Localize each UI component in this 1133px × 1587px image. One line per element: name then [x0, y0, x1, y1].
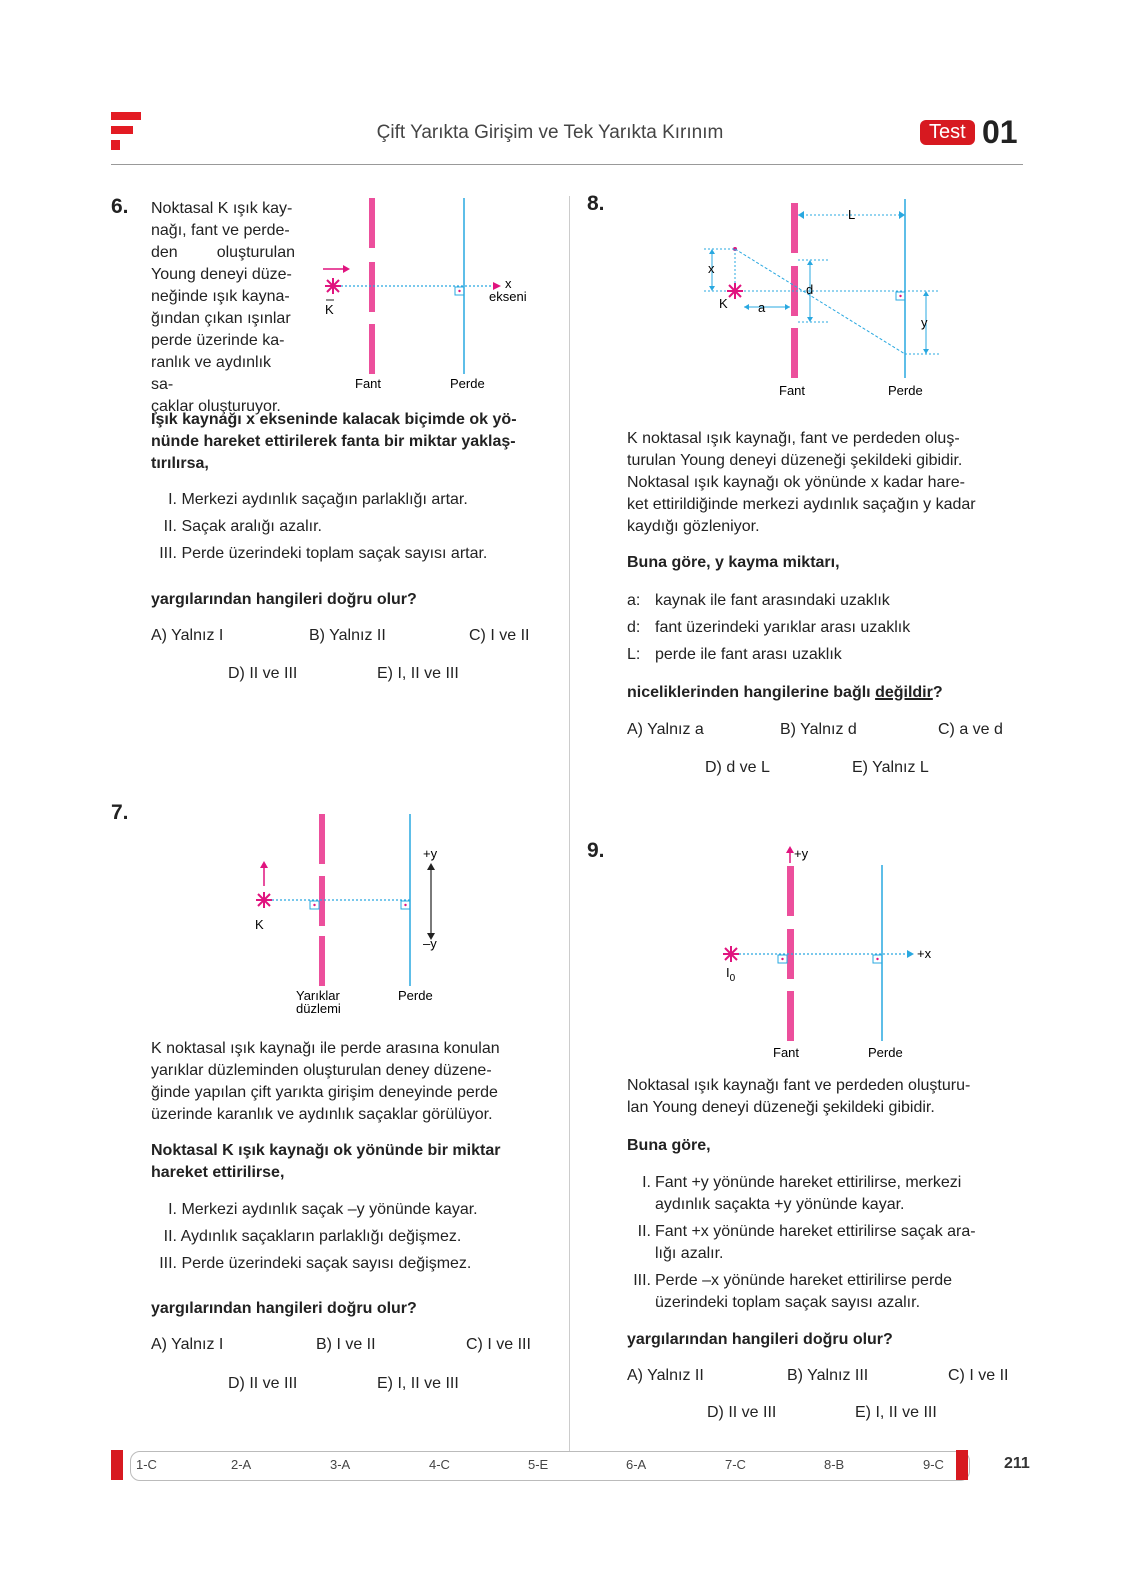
q7-number: 7. — [111, 801, 129, 824]
q9-option-b[interactable]: B) Yalnız III — [787, 1367, 869, 1384]
negation-word: değildir — [875, 684, 933, 701]
light-source-icon — [325, 278, 341, 294]
answer-1: 1-C — [136, 1457, 157, 1472]
q8-stem: Buna göre, y kayma miktarı, — [627, 554, 840, 571]
q8-figure — [700, 194, 960, 404]
answer-2: 2-A — [231, 1457, 252, 1472]
q9-figure — [715, 838, 965, 1063]
q7-intro: K noktasal ışık kaynağı ile perde arasına konulan yarıklar düzleminden oluşturulan deney düzene- ğinde yapılan çift yarıkta girişim deneyinde perde üzerinde karanlık ve aydınlık saçaklar görülüyor. — [151, 1040, 500, 1123]
svg-text:Fant: Fant — [779, 383, 806, 398]
q7-items: I. Merkezi aydınlık saçak –y yönünde kayar. II. Aydınlık saçakların parlaklığı değişmez. III. Perde üzerindeki saçak sayısı değişmez. — [159, 1201, 478, 1272]
q8-defs: a: kaynak ile fant arasındaki uzaklık d: fant üzerindeki yarıklar arası uzaklık L: perde ile fant arası uzaklık — [627, 592, 911, 663]
header-divider — [111, 164, 1023, 165]
footer-left-marker — [111, 1450, 123, 1480]
slit-bottom — [787, 991, 794, 1041]
light-source-icon — [727, 283, 743, 299]
fant-label: Fant — [355, 376, 382, 391]
answer-5: 5-E — [528, 1457, 549, 1472]
publisher-logo — [111, 112, 141, 152]
page-title: Çift Yarıkta Girişim ve Tek Yarıkta Kırınım — [376, 122, 724, 143]
light-source-icon — [256, 892, 272, 908]
svg-text:–y: –y — [423, 936, 437, 951]
svg-text:+x: +x — [917, 946, 932, 961]
q9-option-d[interactable]: D) II ve III — [707, 1404, 777, 1421]
q6-option-c[interactable]: C) I ve II — [469, 627, 530, 644]
q6-intro: Noktasal K ışık kay- nağı, fant ve perde- den oluşturulan Young deneyi düze- neğinde ışık kayna- ğından çıkan ışınlar perde üzerinde ka- ranlık ve aydınlık sa- çaklar oluşturuyor. — [151, 200, 295, 415]
svg-text:Perde: Perde — [398, 988, 433, 1003]
slit-middle — [319, 876, 325, 926]
svg-text:+y: +y — [794, 846, 809, 861]
slit-bottom — [791, 328, 798, 378]
q9-stem: Buna göre, — [627, 1137, 711, 1154]
axis-label: ekseni — [489, 289, 527, 304]
svg-text:y: y — [921, 315, 928, 330]
svg-text:+y: +y — [423, 846, 438, 861]
q7-option-e[interactable]: E) I, II ve III — [377, 1375, 459, 1392]
x-label: x — [505, 276, 512, 291]
q8-question: niceliklerinden hangilerine bağlı değildir? — [627, 684, 943, 701]
svg-text:x: x — [708, 261, 715, 276]
test-badge: Test — [920, 120, 975, 145]
svg-text:Yarıklar: Yarıklar — [296, 988, 340, 1003]
footer-right-marker — [956, 1450, 968, 1480]
answer-7: 7-C — [725, 1457, 746, 1472]
q6-option-d[interactable]: D) II ve III — [228, 665, 298, 682]
svg-text:düzlemi: düzlemi — [296, 1001, 341, 1016]
slit-top — [319, 814, 325, 864]
answer-9: 9-C — [923, 1457, 944, 1472]
perde-label: Perde — [450, 376, 485, 391]
q8-option-e[interactable]: E) Yalnız L — [852, 759, 929, 776]
q8-option-d[interactable]: D) d ve L — [705, 759, 770, 776]
q7-option-d[interactable]: D) II ve III — [228, 1375, 298, 1392]
column-divider — [569, 196, 570, 1451]
slit-top — [787, 866, 794, 916]
q6-option-e[interactable]: E) I, II ve III — [377, 665, 459, 682]
q6-option-b[interactable]: B) Yalnız II — [309, 627, 386, 644]
slit-top — [369, 198, 375, 248]
q6-number: 6. — [111, 195, 129, 218]
answer-6: 6-A — [626, 1457, 647, 1472]
source-label: K — [255, 917, 264, 932]
q9-option-a[interactable]: A) Yalnız II — [627, 1367, 704, 1384]
slit-middle — [369, 262, 375, 312]
q7-question: yargılarından hangileri doğru olur? — [151, 1300, 417, 1317]
source-label: K — [325, 302, 334, 317]
q7-figure — [240, 808, 470, 1023]
q7-stem: Noktasal K ışık kaynağı ok yönünde bir miktar hareket ettirilirse, — [151, 1142, 501, 1181]
slit-bottom — [319, 936, 325, 986]
q6-question: yargılarından hangileri doğru olur? — [151, 591, 417, 608]
slit-top — [791, 203, 798, 253]
q9-option-e[interactable]: E) I, II ve III — [855, 1404, 937, 1421]
q8-intro: K noktasal ışık kaynağı, fant ve perdeden oluş- turulan Young deneyi düzeneği şekildeki gibidir. Noktasal ışık kaynağı ok yönünde x kadar hare- ket ettirildiğinde merkezi aydınlık saçağın y kadar kaydığı gözleniyor. — [627, 430, 976, 535]
svg-text:K: K — [719, 296, 728, 311]
q9-option-c[interactable]: C) I ve II — [948, 1367, 1009, 1384]
q6-option-a[interactable]: A) Yalnız I — [151, 627, 224, 644]
q6-stem: Işık kaynağı x ekseninde kalacak biçimde ok yö- nünde hareket ettirilerek fanta bir miktar yaklaş- tırılırsa, — [151, 411, 517, 472]
q7-option-a[interactable]: A) Yalnız I — [151, 1336, 224, 1353]
svg-text:d: d — [806, 282, 814, 297]
q8-option-c[interactable]: C) a ve d — [938, 721, 1003, 738]
q9-number: 9. — [587, 839, 605, 862]
q8-option-b[interactable]: B) Yalnız d — [780, 721, 857, 738]
light-source-icon — [723, 946, 739, 962]
svg-text:Fant: Fant — [773, 1045, 800, 1060]
q6-items: I. Merkezi aydınlık saçağın parlaklığı artar. II. Saçak aralığı azalır. III. Perde üzerindeki toplam saçak sayısı artar. — [159, 491, 488, 562]
page-number: 211 — [1004, 1455, 1030, 1472]
q7-option-c[interactable]: C) I ve III — [466, 1336, 531, 1353]
answer-8: 8-B — [824, 1457, 845, 1472]
test-number: 01 — [982, 114, 1018, 150]
answer-4: 4-C — [429, 1457, 450, 1472]
q9-question: yargılarından hangileri doğru olur? — [627, 1331, 893, 1348]
q9-items: I. Fant +y yönünde hareket ettirilirse, merkezi aydınlık saçakta +y yönünde kayar. II. Fant +x yönünde hareket ettirilirse saçak ara- lığı azalır. III. Perde –x yönünde hareket ettirilirse perde üzerindeki toplam saçak sayısı azalır. — [633, 1174, 976, 1311]
svg-text:L: L — [848, 207, 856, 222]
q6-figure — [315, 190, 545, 400]
slit-bottom — [369, 324, 375, 374]
q7-option-b[interactable]: B) I ve II — [316, 1336, 376, 1353]
svg-text:Perde: Perde — [868, 1045, 903, 1060]
answer-3: 3-A — [330, 1457, 351, 1472]
svg-text:a: a — [758, 300, 766, 315]
svg-text:Perde: Perde — [888, 383, 923, 398]
q8-option-a[interactable]: A) Yalnız a — [627, 721, 704, 738]
q9-intro: Noktasal ışık kaynağı fant ve perdeden oluşturu- lan Young deneyi düzeneği şekildeki gibidir. — [627, 1077, 971, 1116]
q8-number: 8. — [587, 192, 605, 215]
source-label: $I_0$ — [726, 965, 736, 984]
